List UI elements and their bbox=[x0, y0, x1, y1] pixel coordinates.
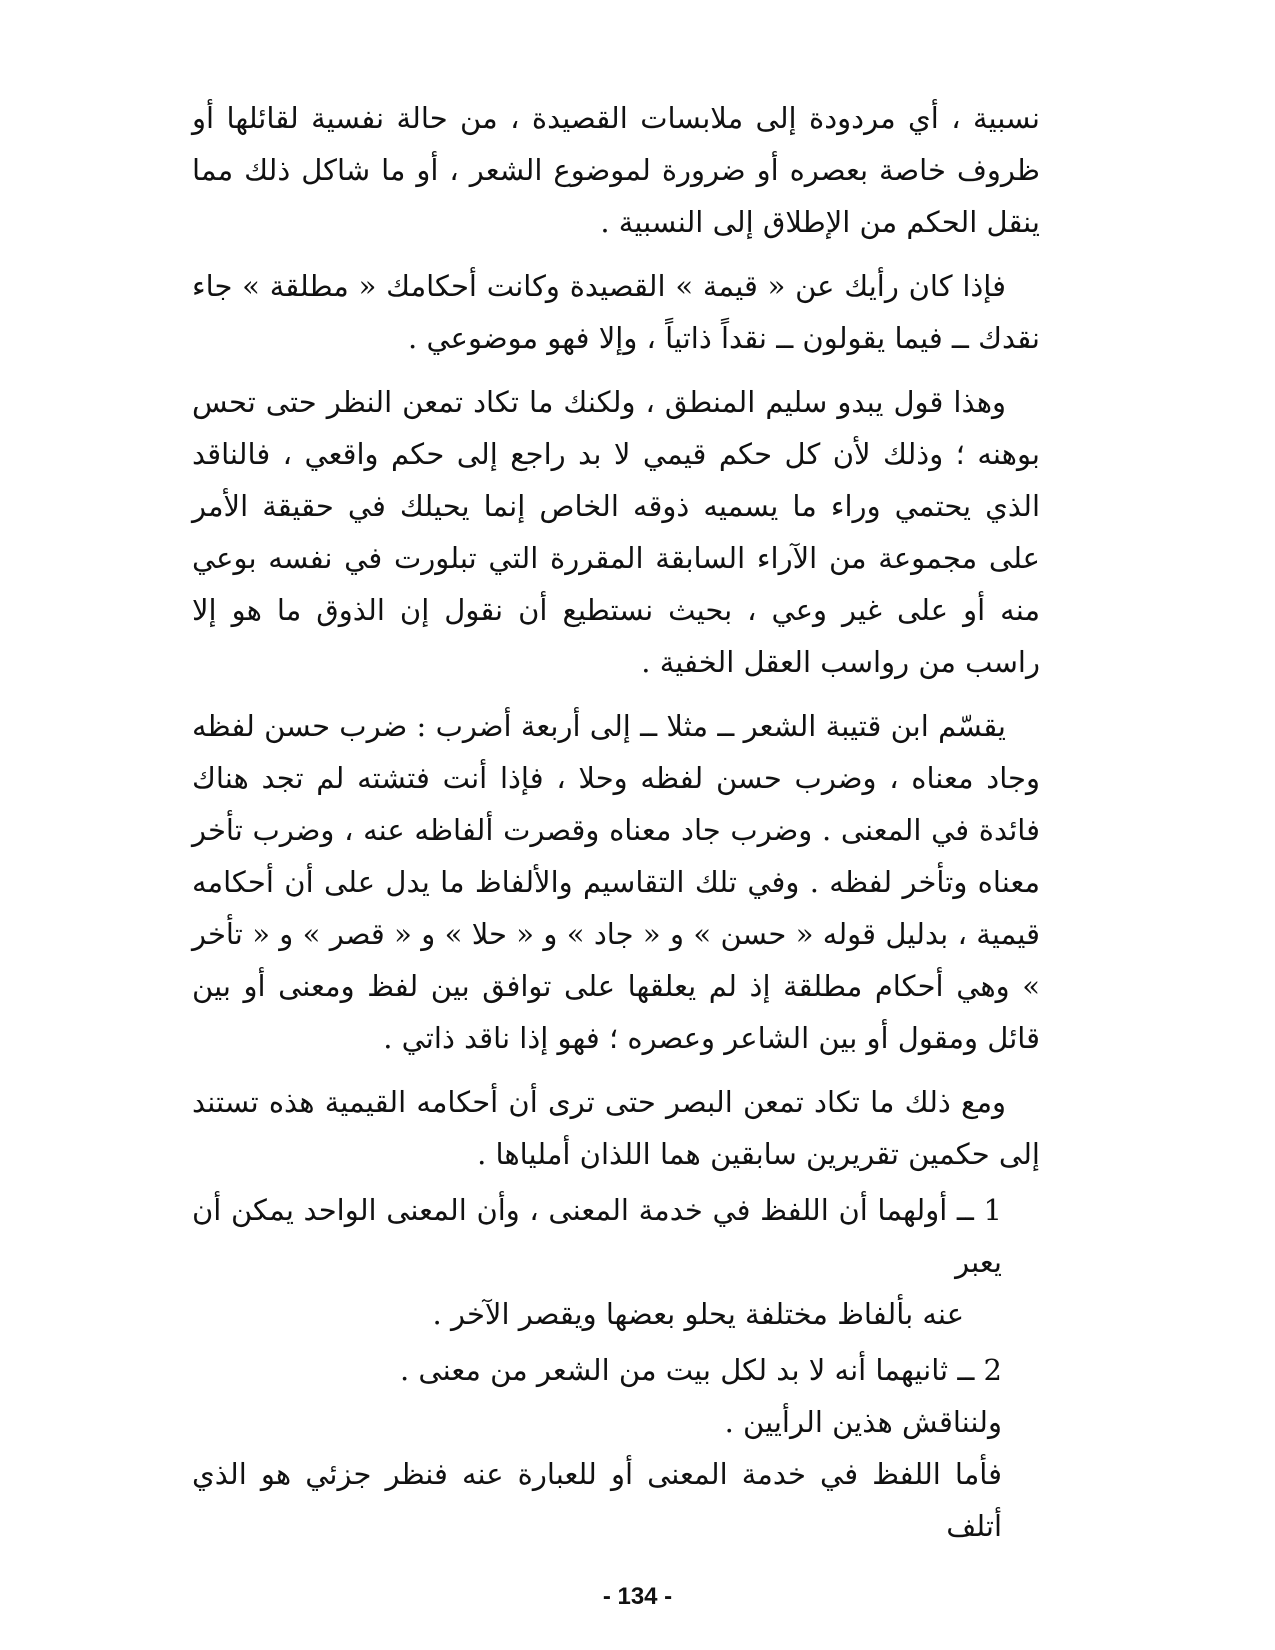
list-item-1-line-1: 1 ــ أولهما أن اللفظ في خدمة المعنى ، وأن المعنى الواحد يمكن أن يعبر bbox=[192, 1193, 1002, 1279]
paragraph-2: فإذا كان رأيك عن « قيمة » القصيدة وكانت أحكامك « مطلقة » جاء نقدك ــ فيما يقولون ــ نقداً ذاتياً ، وإلا فهو موضوعي . bbox=[192, 269, 1040, 355]
page-number: - 134 - bbox=[602, 1583, 673, 1610]
list-item-2-line-1: 2 ــ ثانيهما أنه لا بد لكل بيت من الشعر من معنى . bbox=[399, 1353, 1002, 1387]
list-item-1-line-2: عنه بألفاظ مختلفة يحلو بعضها ويقصر الآخر . bbox=[432, 1297, 964, 1331]
paragraph-1: نسبية ، أي مردودة إلى ملابسات القصيدة ، من حالة نفسية لقائلها أو ظروف خاصة بعصره أو ضرورة لموضوع الشعر ، أو ما شاكل ذلك مما ينقل الحكم من الإطلاق إلى النسبية . bbox=[192, 101, 1040, 239]
closing-line-2: فأما اللفظ في خدمة المعنى أو للعبارة عنه فنظر جزئي هو الذي أتلف bbox=[192, 1457, 1002, 1543]
paragraph-4: يقسّم ابن قتيبة الشعر ــ مثلا ــ إلى أربعة أضرب : ضرب حسن لفظه وجاد معناه ، وضرب حسن لفظه وحلا ، فإذا أنت فتشته لم تجد هناك فائدة في المعنى . وضرب جاد معناه وقصرت ألفاظه عنه ، وضرب تأخر معناه وتأخر لفظه . وفي تلك التقاسيم والألفاظ ما يدل على أن أحكامه قيمية ، بدليل قوله « حسن » و « جاد » و « حلا » و « قصر » و « تأخر » وهي أحكام مطلقة إذ لم يعلقها على توافق بين لفظ ومعنى أو بين قائل ومقول أو بين الشاعر وعصره ؛ فهو إذا ناقد ذاتي . bbox=[192, 709, 1040, 1055]
paragraph-5: ومع ذلك ما تكاد تمعن البصر حتى ترى أن أحكامه القيمية هذه تستند إلى حكمين تقريرين سابقين هما اللذان أملياها . bbox=[192, 1085, 1040, 1171]
closing-line-1: ولنناقش هذين الرأيين . bbox=[724, 1405, 1002, 1439]
paragraph-3: وهذا قول يبدو سليم المنطق ، ولكنك ما تكاد تمعن النظر حتى تحس بوهنه ؛ وذلك لأن كل حكم قيمي لا بد راجع إلى حكم واقعي ، فالناقد الذي يحتمي وراء ما يسميه ذوقه الخاص إنما يحيلك في حقيقة الأمر على مجموعة من الآراء السابقة المقررة التي تبلورت في نفسه بوعي منه أو على غير وعي ، بحيث نستطيع أن نقول إن الذوق ما هو إلا راسب من رواسب العقل الخفية . bbox=[192, 385, 1040, 679]
body-text bbox=[192, 92, 1040, 1552]
